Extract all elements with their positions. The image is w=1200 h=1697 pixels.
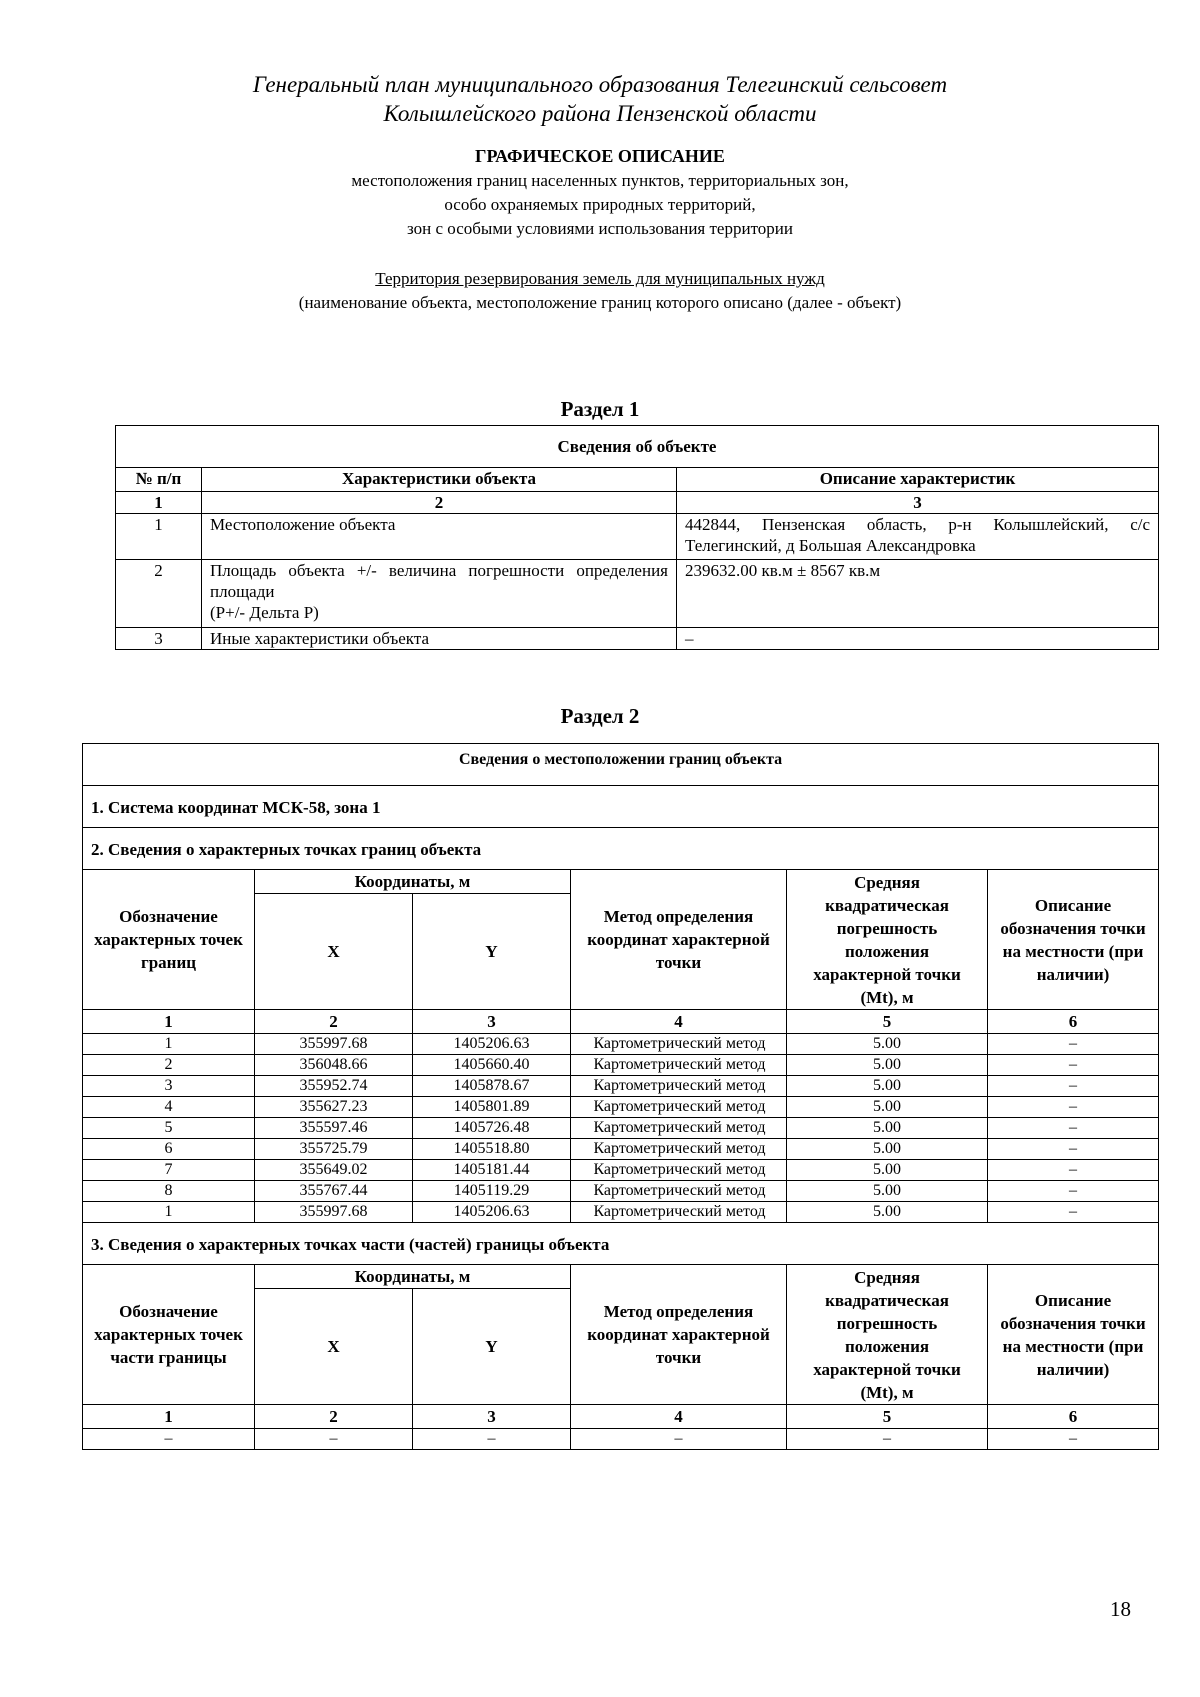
table-row (83, 1076, 1159, 1097)
col-number-1: 1 (83, 1010, 255, 1034)
col-number-1: 1 (116, 492, 202, 514)
object-name: Территория резервирования земель для муниципальных нужд (375, 269, 825, 288)
point-error: 5.00 (787, 1160, 988, 1181)
points-section-title: 2. Сведения о характерных точках границ объекта (83, 828, 1159, 870)
point-designation: 6 (83, 1139, 255, 1160)
col-number-5: 5 (787, 1405, 988, 1429)
row-characteristic: Площадь объекта +/- величина погрешности определения площади (210, 561, 668, 601)
section2-title: Раздел 2 (560, 704, 640, 728)
point-x: 355952.74 (255, 1076, 413, 1097)
header-method: Метод определения координат характерной точки (571, 1265, 787, 1405)
col-number-2: 2 (255, 1405, 413, 1429)
point-x: 355767.44 (255, 1181, 413, 1202)
point-y: 1405181.44 (413, 1160, 571, 1181)
point-error: 5.00 (787, 1034, 988, 1055)
col-header-description: Описание характеристик (677, 468, 1159, 492)
row-number: 3 (116, 628, 202, 650)
point-x: 355649.02 (255, 1160, 413, 1181)
document-title: ГРАФИЧЕСКОЕ ОПИСАНИЕ (475, 146, 725, 166)
table-row (83, 1429, 1159, 1450)
col-number-6: 6 (988, 1010, 1159, 1034)
part-cell: – (571, 1429, 787, 1450)
point-description: – (988, 1076, 1159, 1097)
row-description: 442844, Пензенская область, р-н Колышлейский, с/с Телегинский, д Большая Александровка (677, 514, 1159, 560)
point-designation: 7 (83, 1160, 255, 1181)
point-designation: 5 (83, 1118, 255, 1139)
table-row (116, 628, 1159, 650)
point-method: Картометрический метод (571, 1181, 787, 1202)
point-error: 5.00 (787, 1118, 988, 1139)
col-number-6: 6 (988, 1405, 1159, 1429)
header-method: Метод определения координат характерной точки (571, 870, 787, 1010)
point-designation: 8 (83, 1181, 255, 1202)
table-row (83, 1097, 1159, 1118)
section1-title: Раздел 1 (560, 397, 640, 421)
col-header-number: № п/п (116, 468, 202, 492)
part-cell: – (83, 1429, 255, 1450)
boundary-table-title: Сведения о местоположении границ объекта (83, 744, 1159, 786)
col-number-3: 3 (413, 1010, 571, 1034)
col-number-2: 2 (202, 492, 677, 514)
point-method: Картометрический метод (571, 1202, 787, 1223)
point-error: 5.00 (787, 1181, 988, 1202)
part-cell: – (988, 1429, 1159, 1450)
point-description: – (988, 1202, 1159, 1223)
point-y: 1405801.89 (413, 1097, 571, 1118)
point-method: Картометрический метод (571, 1055, 787, 1076)
row-description: – (677, 628, 1159, 650)
point-error: 5.00 (787, 1076, 988, 1097)
object-name-wrap (0, 267, 1200, 291)
row-description: 239632.00 кв.м ± 8567 кв.м (677, 560, 1159, 628)
point-x: 355997.68 (255, 1202, 413, 1223)
point-x: 355725.79 (255, 1139, 413, 1160)
object-info-table (115, 425, 1159, 650)
point-method: Картометрический метод (571, 1034, 787, 1055)
point-description: – (988, 1118, 1159, 1139)
col-number-5: 5 (787, 1010, 988, 1034)
table-row (83, 1160, 1159, 1181)
points-body (83, 1034, 1159, 1223)
point-designation: 1 (83, 1202, 255, 1223)
table-row (116, 514, 1159, 560)
header-x: X (255, 1289, 413, 1405)
point-y: 1405878.67 (413, 1076, 571, 1097)
part-cell: – (413, 1429, 571, 1450)
point-designation: 1 (83, 1034, 255, 1055)
header-coords: Координаты, м (255, 1265, 571, 1289)
row-number: 2 (116, 560, 202, 628)
row-characteristic: Местоположение объекта (202, 514, 677, 560)
point-y: 1405206.63 (413, 1034, 571, 1055)
col-number-2: 2 (255, 1010, 413, 1034)
point-description: – (988, 1055, 1159, 1076)
header-error: Средняя квадратическая погрешность положения характерной точки (Mt), м (787, 1265, 988, 1405)
coord-system: 1. Система координат МСК-58, зона 1 (83, 786, 1159, 828)
col-header-characteristic: Характеристики объекта (202, 468, 677, 492)
header-description: Описание обозначения точки на местности (при наличии) (988, 1265, 1159, 1405)
col-number-4: 4 (571, 1010, 787, 1034)
point-designation: 4 (83, 1097, 255, 1118)
point-error: 5.00 (787, 1202, 988, 1223)
subtitle-line1: местоположения границ населенных пунктов, территориальных зон, (351, 171, 849, 190)
point-method: Картометрический метод (571, 1160, 787, 1181)
point-description: – (988, 1097, 1159, 1118)
table-row (83, 1034, 1159, 1055)
row-characteristic: Иные характеристики объекта (202, 628, 677, 650)
point-y: 1405726.48 (413, 1118, 571, 1139)
point-y: 1405660.40 (413, 1055, 571, 1076)
point-designation: 2 (83, 1055, 255, 1076)
table-row (83, 1202, 1159, 1223)
point-method: Картометрический метод (571, 1118, 787, 1139)
col-number-3: 3 (413, 1405, 571, 1429)
table-row (83, 1181, 1159, 1202)
plan-title-line1: Генеральный план муниципального образования Телегинский сельсовет (252, 72, 948, 97)
object-info-title: Сведения об объекте (116, 426, 1159, 468)
parts-section-title: 3. Сведения о характерных точках части (частей) границы объекта (83, 1223, 1159, 1265)
row-characteristic-formula: (P+/- Дельта P) (210, 603, 319, 622)
point-x: 355627.23 (255, 1097, 413, 1118)
part-cell: – (787, 1429, 988, 1450)
header-y: Y (413, 894, 571, 1010)
header-coords: Координаты, м (255, 870, 571, 894)
plan-title-line2: Колышлейского района Пензенской области (383, 101, 817, 126)
page-number: 18 (1110, 1597, 1131, 1621)
point-error: 5.00 (787, 1055, 988, 1076)
header-description: Описание обозначения точки на местности (при наличии) (988, 870, 1159, 1010)
point-error: 5.00 (787, 1097, 988, 1118)
point-method: Картометрический метод (571, 1097, 787, 1118)
subtitle-line2: особо охраняемых природных территорий, (444, 195, 756, 214)
table-row (83, 1055, 1159, 1076)
point-description: – (988, 1181, 1159, 1202)
point-method: Картометрический метод (571, 1139, 787, 1160)
table-row (83, 1139, 1159, 1160)
point-y: 1405119.29 (413, 1181, 571, 1202)
row-characteristic-cell (202, 560, 677, 628)
point-x: 355597.46 (255, 1118, 413, 1139)
header-designation: Обозначение характерных точек границ (83, 870, 255, 1010)
object-note: (наименование объекта, местоположение границ которого описано (далее - объект) (298, 293, 902, 312)
point-designation: 3 (83, 1076, 255, 1097)
point-description: – (988, 1034, 1159, 1055)
row-number: 1 (116, 514, 202, 560)
boundary-table (82, 743, 1159, 1450)
point-method: Картометрический метод (571, 1076, 787, 1097)
point-x: 355997.68 (255, 1034, 413, 1055)
point-description: – (988, 1139, 1159, 1160)
point-error: 5.00 (787, 1139, 988, 1160)
header-x: X (255, 894, 413, 1010)
point-y: 1405206.63 (413, 1202, 571, 1223)
table-row (116, 560, 1159, 628)
point-y: 1405518.80 (413, 1139, 571, 1160)
header-y: Y (413, 1289, 571, 1405)
subtitle-line3: зон с особыми условиями использования территории (407, 219, 793, 238)
part-cell: – (255, 1429, 413, 1450)
header-designation-part: Обозначение характерных точек части границы (83, 1265, 255, 1405)
point-x: 356048.66 (255, 1055, 413, 1076)
table-row (83, 1118, 1159, 1139)
col-number-1: 1 (83, 1405, 255, 1429)
col-number-3: 3 (677, 492, 1159, 514)
header-error: Средняя квадратическая погрешность положения характерной точки (Mt), м (787, 870, 988, 1010)
point-description: – (988, 1160, 1159, 1181)
col-number-4: 4 (571, 1405, 787, 1429)
